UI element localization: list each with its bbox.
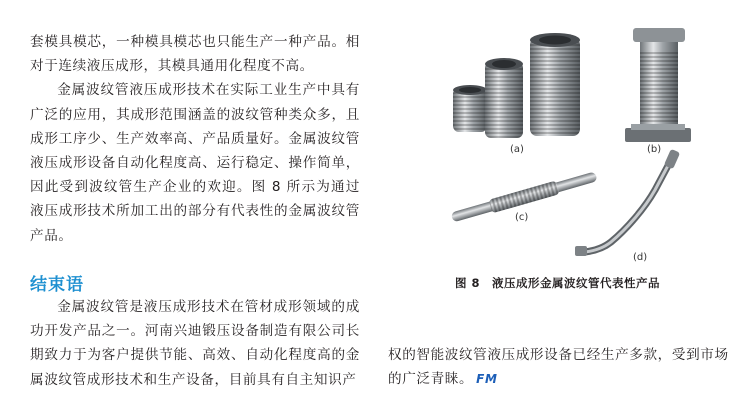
figure-label-d: (d) (633, 252, 648, 263)
body-paragraph (388, 343, 738, 391)
body-text: 权的智能波纹管液压成形设备已经生产多款，受到市场的广泛青睐。 (388, 347, 729, 388)
bellows-group-a (453, 33, 580, 138)
figure-label-b: (b) (647, 144, 662, 155)
figure-label-c: (c) (515, 212, 529, 223)
body-paragraph: 金属波纹管是液压成形技术在管材成形领域的成功开发产品之一。河南兴迪锻压设备制造有限公司长期致力于为客户提供节能、高效、自动化程度高的金属波纹管成形技术和生产设备，目前具有自主知识产 (30, 299, 360, 388)
left-column (30, 30, 360, 248)
bellows-flanged-b (625, 28, 691, 142)
fm-logo: FM (476, 372, 498, 387)
body-paragraph: 金属波纹管液压成形技术在实际工业生产中具有广泛的应用，其成形范围涵盖的波纹管种类众多，且成形工序少、生产效率高、产品质量好。金属波纹管液压成形设备自动化程度高、运行稳定、操作简单，因此受到波纹管生产企业的欢迎。图 8 所示为通过液压成形技术所加工出的部分有代表性的金属波纹管产品。 (30, 82, 360, 244)
figure-8 (385, 20, 735, 270)
conclusion-column (30, 295, 360, 392)
figure-caption: 图 8 液压成形金属波纹管代表性产品 (455, 276, 661, 290)
figure-label-a: (a) (510, 144, 524, 155)
bellows-products-illustration (385, 20, 735, 270)
right-column (388, 343, 738, 391)
body-paragraph: 套模具模芯，一种模具模芯也只能生产一种产品。相对于连续液压成形，其模具通用化程度不高。 (30, 34, 360, 75)
bent-tube-d (575, 149, 680, 256)
section-heading: 结束语 (30, 275, 84, 295)
